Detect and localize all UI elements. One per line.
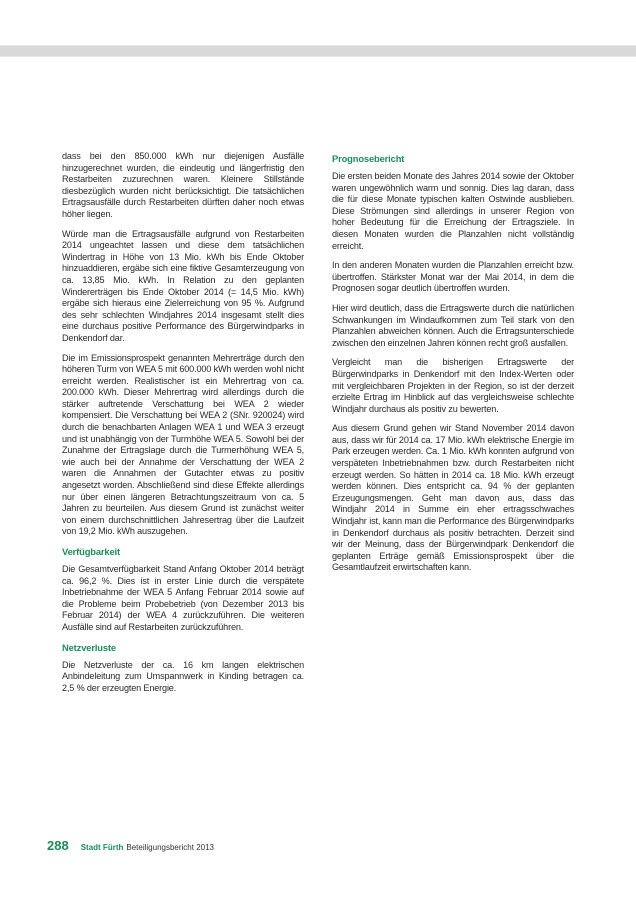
report-title: Beteiligungsbericht 2013 [126, 843, 214, 852]
heading-forecast-report: Prognosebericht [332, 153, 405, 164]
heading-availability: Verfügbarkeit [62, 546, 120, 557]
paragraph: Die Gesamtverfügbarkeit Stand Anfang Oktober 2014 beträgt ca. 96,2 %. Dies ist in erster Linie durch die verspätete Inbetriebnahme der WEA 5 Anfang Februar 2014 sowie auf die Probleme beim Probebetrieb (von Dezember 2013 bis Februar 2014) der WEA 4 zurückzuführen. Die weiteren Ausfälle sind auf Restarbeiten zurückzuführen. [62, 564, 304, 632]
publisher-name: Stadt Fürth [80, 843, 124, 852]
paragraph: Hier wird deutlich, dass die Ertragswerte durch die natürlichen Schwankungen im Windaufkommen zum Teil stark von den Planzahlen abweichen können. Auch die Ertragsunterschiede zwischen den einzelnen Jahren können recht groß ausfallen. [332, 302, 574, 348]
paragraph: Aus diesem Grund gehen wir Stand November 2014 davon aus, dass wir für 2014 ca. 17 Mio. kWh elektrische Energie im Park erzeugen werden. Ca. 1 Mio. kWh konnten aufgrund von verspäteten Inbetriebnahmen bzw. durch Restarbeiten nicht erzeugt werden. So hätten in 2014 ca. 18 Mio. kWh erzeugt werden können. Dies entspricht ca. 94 % der geplanten Erzeugungsmengen. Geht man davon aus, dass das Windjahr 2014 in Summe ein eher ertragsschwaches Windjahr ist, kann man die Performance des Bürgerwindparks in Denkendorf durchaus als positiv betrachten. Derzeit sind wir der Meinung, dass der Bürgerwindpark Denkendorf die geplanten Erträge gemäß Emissionsprospekt über die Gesamtlaufzeit erwirtschaften kann. [332, 423, 574, 573]
paragraph: Die im Emissionsprospekt genannten Mehrerträge durch den höheren Turm von WEA 5 mit 600.000 kWh werden wohl nicht erreicht werden. Realistischer ist ein Mehrertrag von ca. 200.000 kWh. Dieser Mehrertrag wird allerdings durch die stärker auftretende Verschattung bei WEA 2 wieder kompensiert. Die Verschattung bei WEA 2 (SNr. 920024) wird durch die benachbarten Anlagen WEA 1 und WEA 3 erzeugt und ist unabhängig von der Turmhöhe WEA 5. Sowohl bei der Zunahme der Ertragslage durch die Turmerhöhung WEA 5, wie auch bei der Annahme der Verschattung der WEA 2 waren die Annahmen der Gutachter etwas zu positiv angesetzt worden. Abschließend sind diese Effekte allerdings nur über einen längeren Betrachtungszeitraum von ca. 5 Jahren zu beurteilen. Aus diesem Grund ist zunächst weiter von einem durchschnittlichen Jahresertrag über die Laufzeit von 19,2 Mio. kWh auszugehen. [62, 352, 304, 537]
paragraph: Die Netzverluste der ca. 16 km langen elektrischen Anbindeleitung zum Umspannwerk in Kinding betragen ca. 2,5 % der erzeugten Energie. [62, 659, 304, 693]
top-divider-bar [0, 45, 636, 57]
paragraph: Würde man die Ertragsausfälle aufgrund von Restarbeiten 2014 ungeachtet lassen und diese dem tatsächlichen Windertrag in Höhe von 13 Mio. kWh bis Ende Oktober hinzuaddieren, ergäbe sich eine fiktive Gesamterzeugung von ca. 13,85 Mio. kWh. In Relation zu den geplanten Windererträgen bis Ende Oktober 2014 (= 14,5 Mio. kWh) ergäbe sich hieraus eine Zielerreichung von 95 %. Aufgrund des sehr schlechten Windjahres 2014 insgesamt stellt dies eine durchaus positive Performance des Bürgerwindparks in Denkendorf dar. [62, 228, 304, 343]
paragraph: dass bei den 850.000 kWh nur diejenigen Ausfälle hinzugerechnet wurden, die eindeutig und längerfristig den Restarbeiten zuzurechnen waren. Kleinere Stillstände diesbezüglich wurden nicht berücksichtigt. Die tatsächlichen Ertragsausfälle durch Restarbeiten dürften daher noch etwas höher liegen. [62, 151, 304, 219]
left-column [62, 151, 304, 702]
page-footer [47, 838, 214, 853]
paragraph: Vergleicht man die bisherigen Ertragswerte der Bürgerwindparks in Denkendorf mit den Index-Werten oder mit vergleichbaren Projekten in der Region, so ist der derzeit erzielte Ertrag im Hinblick auf das vergleichsweise schlechte Windjahr durchaus als positiv zu bewerten. [332, 357, 574, 414]
paragraph: In den anderen Monaten wurden die Planzahlen erreicht bzw. übertroffen. Stärkster Monat war der Mai 2014, in dem die Prognosen sogar deutlich übertroffen wurden. [332, 260, 574, 294]
paragraph: Die ersten beiden Monate des Jahres 2014 sowie der Oktober waren ungewöhnlich warm und sonnig. Dies lag daran, dass die für diese Monate typischen kalten Ostwinde ausblieben. Diese Strömungen sind allerdings in unserer Region von hoher Bedeutung für die Erreichung der Ertragsziele. In diesen Monaten wurden die Planzahlen nicht vollständig erreicht. [332, 171, 574, 251]
right-column [332, 153, 574, 582]
heading-grid-losses: Netzverluste [62, 641, 116, 653]
page-number: 288 [47, 838, 69, 853]
